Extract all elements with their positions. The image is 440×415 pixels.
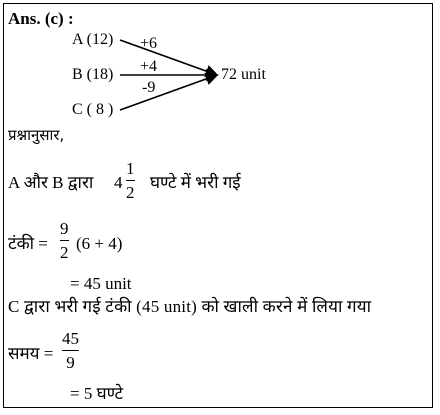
line2-denominator: 2 bbox=[60, 243, 69, 262]
edge-a-rate: +6 bbox=[140, 35, 158, 52]
line5-fraction bbox=[62, 330, 79, 371]
line5-numerator: 45 bbox=[62, 329, 79, 348]
line1-denominator: 2 bbox=[126, 183, 135, 202]
line6-result: = 5 घण्टे bbox=[70, 384, 124, 403]
fraction-bar bbox=[126, 180, 135, 181]
line1-prefix: A और B द्वारा bbox=[8, 173, 94, 192]
edge-a-line bbox=[120, 40, 217, 75]
fraction-bar bbox=[62, 350, 79, 351]
edge-c-line bbox=[120, 75, 217, 110]
source-b-label: B (18) bbox=[72, 66, 114, 83]
line1-suffix: घण्टे में भरी गई bbox=[150, 173, 241, 192]
intro-text: प्रश्नानुसार, bbox=[8, 126, 65, 144]
edge-b-rate: +4 bbox=[140, 58, 158, 75]
line1-whole: 4 bbox=[114, 173, 123, 192]
line3-result: = 45 unit bbox=[70, 274, 132, 293]
line4-text: C द्वारा भरी गई टंकी (45 unit) को खाली करने में लिया गया bbox=[8, 297, 372, 316]
line5-prefix: समय = bbox=[8, 344, 54, 363]
line1-numerator: 1 bbox=[126, 159, 135, 178]
line1-fraction bbox=[126, 160, 135, 201]
answer-label: Ans. (c) : bbox=[8, 9, 74, 28]
fraction-bar bbox=[60, 240, 69, 241]
line2-expression: (6 + 4) bbox=[76, 234, 123, 253]
line2-numerator: 9 bbox=[60, 219, 69, 238]
source-a-label: A (12) bbox=[72, 31, 114, 48]
line2-prefix: टंकी = bbox=[8, 234, 48, 253]
edge-c-rate: -9 bbox=[142, 79, 156, 96]
line5-denominator: 9 bbox=[66, 353, 75, 372]
line2-fraction bbox=[60, 220, 69, 261]
target-label: 72 unit bbox=[221, 66, 266, 83]
source-c-label: C ( 8 ) bbox=[72, 101, 114, 118]
